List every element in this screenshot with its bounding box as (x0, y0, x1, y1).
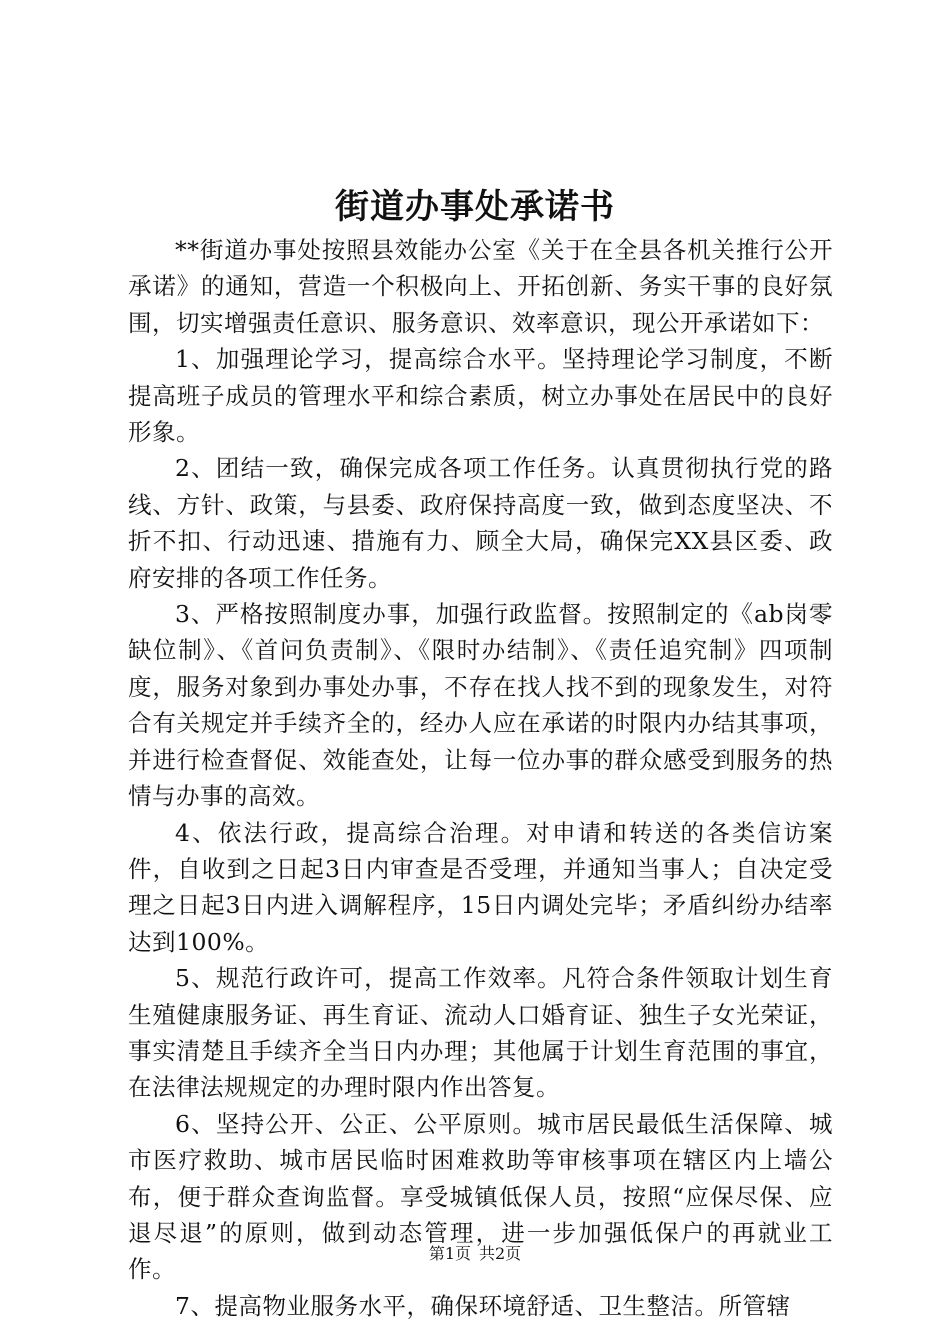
document-title: 街道办事处承诺书 (335, 187, 615, 227)
paragraph-intro: **街道办事处按照县效能办公室《关于在全县各机关推行公开承诺》的通知，营造一个积极向上、开拓创新、务实干事的良好氛围，切实增强责任意识、服务意识、效率意识，现公开承诺如下： (128, 236, 833, 337)
page-total: 共2页 (479, 1244, 522, 1263)
paragraph-item-7: 7、提高物业服务水平，确保环境舒适、卫生整洁。所管辖 (175, 1291, 791, 1320)
page-footer (0, 1244, 950, 1264)
page-number: 第1页 (428, 1244, 471, 1263)
paragraph-item-3: 3、严格按照制度办事，加强行政监督。按照制定的《ab岗零缺位制》、《首问负责制》、《限时办结制》、《责任追究制》四项制度，服务对象到办事处办事，不存在找人找不到的现象发生，对符合有关规定并手续齐全的，经办人应在承诺的时限内办结其事项，并进行检查督促、效能查处，让每一位办事的群众感受到服务的热情与办事的高效。 (128, 600, 833, 811)
document-body (128, 232, 833, 1324)
paragraph-item-1: 1、加强理论学习，提高综合水平。坚持理论学习制度，不断提高班子成员的管理水平和综合素质，树立办事处在居民中的良好形象。 (128, 345, 833, 447)
paragraph-item-4: 4、依法行政，提高综合治理。对申请和转送的各类信访案件，自收到之日起3日内审查是否受理，并通知当事人；自决定受理之日起3日内进入调解程序，15日内调处完毕；矛盾纠纷办结率达到100%。 (128, 818, 833, 956)
paragraph-item-6: 6、坚持公开、公正、公平原则。城市居民最低生活保障、城市医疗救助、城市居民临时困难救助等审核事项在辖区内上墙公布，便于群众查询监督。享受城镇低保人员，按照“应保尽保、应退尽退”的原则，做到动态管理，进一步加强低保户的再就业工作。 (128, 1109, 833, 1284)
paragraph-item-2: 2、团结一致，确保完成各项工作任务。认真贯彻执行党的路线、方针、政策，与县委、政府保持高度一致，做到态度坚决、不折不扣、行动迅速、措施有力、顾全大局，确保完XX县区委、政府安排的各项工作任务。 (128, 454, 833, 592)
paragraph-item-5: 5、规范行政许可，提高工作效率。凡符合条件领取计划生育生殖健康服务证、再生育证、流动人口婚育证、独生子女光荣证，事实清楚且手续齐全当日内办理；其他属于计划生育范围的事宜，在法律法规规定的办理时限内作出答复。 (128, 964, 833, 1102)
